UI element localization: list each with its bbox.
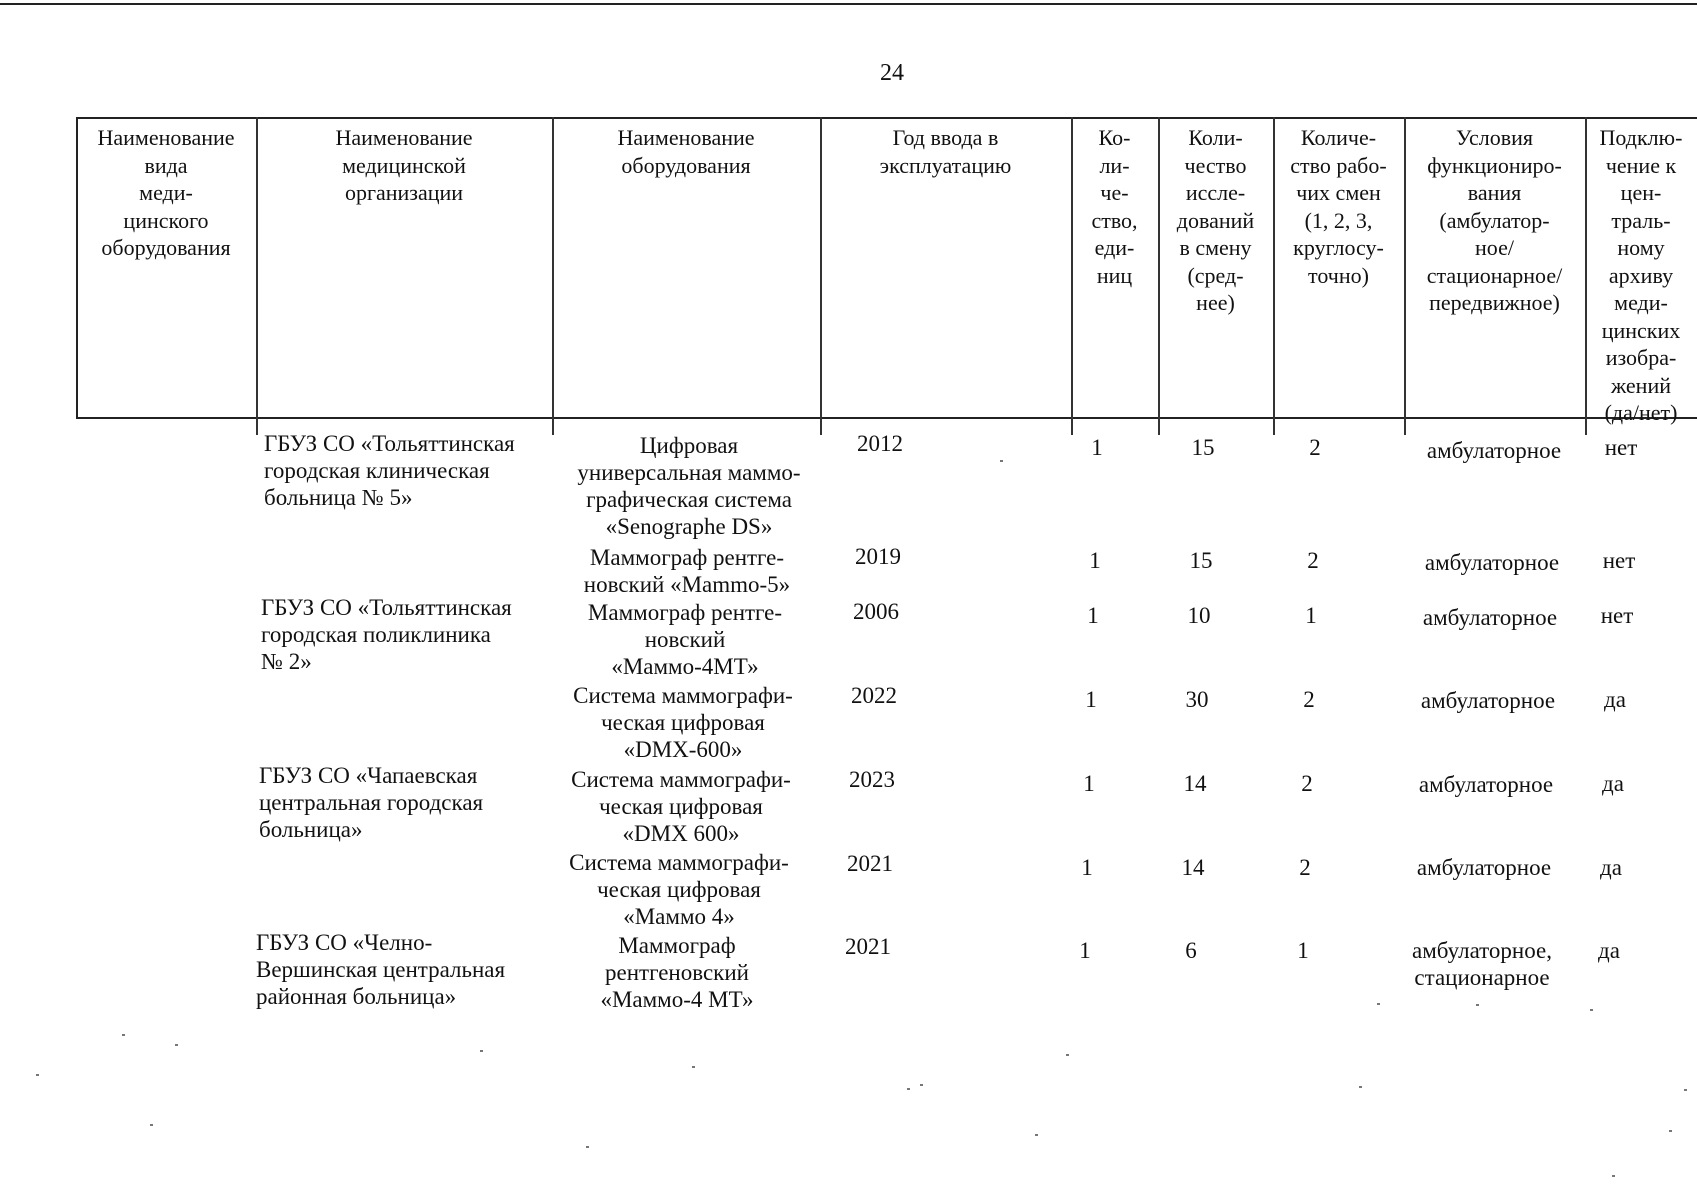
- header-studies-per-shift-line: Коли-: [1188, 125, 1243, 150]
- archive-cell: да: [1600, 854, 1622, 880]
- conditions-cell: [1392, 937, 1572, 991]
- studies-cell: 14: [1183, 771, 1207, 796]
- organization-name-line: больница»: [259, 817, 363, 842]
- header-studies-per-shift-line: (сред-: [1187, 262, 1244, 288]
- header-archive-connection-line: цинских: [1601, 317, 1681, 343]
- equipment-name: [552, 682, 814, 763]
- conditions-line: амбулаторное: [1424, 550, 1560, 575]
- year-cell: 2023: [849, 767, 895, 792]
- header-equipment-type-line: оборудования: [101, 235, 231, 260]
- header-work-shifts: [1275, 124, 1402, 289]
- header-equipment-type-line: вида: [144, 152, 188, 178]
- equipment-name-line: рентгеновский: [605, 960, 749, 985]
- equipment-name-line: «DMX-600»: [623, 737, 743, 762]
- organization-name-line: центральная городская: [259, 790, 484, 815]
- quantity-cell: 1: [1087, 603, 1099, 628]
- quantity-cell: 1: [1089, 547, 1101, 573]
- organization-name-line: ГБУЗ СО «Тольяттинская: [261, 595, 512, 620]
- conditions-cell: [1398, 687, 1578, 714]
- header-work-shifts-line: круглосу-: [1293, 235, 1384, 260]
- scan-speck: [480, 1050, 483, 1052]
- header-archive-connection: [1587, 124, 1695, 427]
- header-conditions-line: стационарное/: [1426, 262, 1563, 288]
- header-organization-line: организации: [344, 180, 464, 205]
- equipment-name: [546, 932, 808, 1013]
- year-cell: 2012: [857, 431, 903, 456]
- conditions-cell: [1402, 549, 1582, 576]
- shifts-cell: 2: [1309, 435, 1321, 460]
- archive-cell: нет: [1602, 547, 1636, 573]
- equipment-name-line: Система маммографи-: [573, 683, 793, 708]
- header-archive-connection-line: чение к: [1605, 152, 1677, 178]
- equipment-name-line: новский: [644, 627, 726, 652]
- conditions-line: амбулаторное: [1418, 772, 1554, 797]
- shifts-cell: 1: [1297, 938, 1309, 963]
- header-work-shifts-line: ство рабо-: [1290, 152, 1387, 178]
- organization-name: [256, 929, 546, 1010]
- conditions-line: стационарное: [1414, 965, 1550, 990]
- equipment-name-line: Система маммографи-: [569, 850, 789, 875]
- studies-cell: 10: [1187, 603, 1211, 628]
- top-rule: [0, 3, 1697, 5]
- equipment-name-line: «Маммо-4МТ»: [611, 654, 759, 679]
- equipment-name-line: «Маммо-4 МТ»: [600, 987, 754, 1012]
- conditions-line: амбулаторное: [1416, 855, 1552, 880]
- header-equipment-name: [554, 124, 818, 179]
- header-conditions: [1406, 124, 1583, 317]
- organization-name: [259, 762, 549, 843]
- header-organization-line: Наименование: [335, 125, 473, 150]
- equipment-name-line: Маммограф: [618, 933, 736, 958]
- scan-speck: [586, 1146, 589, 1148]
- header-work-shifts-line: точно): [1308, 262, 1369, 288]
- header-conditions-line: ное/: [1475, 235, 1514, 260]
- header-conditions-line: передвижное): [1429, 290, 1560, 315]
- header-conditions-line: (амбулатор-: [1439, 207, 1550, 233]
- header-quantity-line: ство,: [1091, 207, 1138, 233]
- organization-name-line: районная больница»: [256, 984, 457, 1009]
- scan-speck: [1035, 1134, 1038, 1136]
- header-organization-line: медицинской: [342, 152, 466, 178]
- organization-name: [264, 430, 554, 511]
- equipment-name-line: графическая система: [586, 487, 792, 512]
- scan-speck: [692, 1066, 695, 1068]
- header-equipment-name-line: оборудования: [621, 152, 751, 178]
- scan-speck: [1669, 1130, 1672, 1132]
- organization-name-line: ГБУЗ СО «Тольяттинская: [264, 431, 515, 456]
- header-year: [822, 124, 1069, 179]
- header-archive-connection-line: траль-: [1611, 207, 1671, 233]
- scan-speck: [122, 1034, 125, 1036]
- equipment-name-line: универсальная маммо-: [577, 460, 801, 485]
- equipment-name-line: Маммограф рентге-: [587, 600, 783, 625]
- archive-cell: да: [1598, 938, 1620, 963]
- header-equipment-type-line: цинского: [123, 207, 209, 233]
- organization-name-line: городская клиническая: [264, 458, 490, 483]
- equipment-name: [548, 849, 810, 930]
- equipment-name-line: ческая цифровая: [599, 794, 763, 819]
- year-cell: 2021: [845, 934, 891, 959]
- scan-speck: [1612, 1175, 1615, 1177]
- studies-cell: 15: [1191, 435, 1215, 460]
- header-archive-connection-line: архиву: [1608, 262, 1674, 288]
- year-cell: 2019: [855, 543, 901, 569]
- equipment-name-line: новский «Mammo-5»: [583, 572, 791, 597]
- conditions-cell: [1404, 437, 1584, 464]
- studies-cell: 15: [1189, 547, 1213, 573]
- conditions-cell: [1400, 604, 1580, 631]
- header-archive-connection-line: ному: [1617, 235, 1665, 260]
- equipment-name-line: ческая цифровая: [597, 877, 761, 902]
- equipment-name-line: Система маммографи-: [571, 767, 791, 792]
- scan-speck: [1377, 1003, 1380, 1005]
- scan-speck: [1000, 460, 1003, 462]
- header-studies-per-shift-line: нее): [1196, 290, 1235, 315]
- conditions-line: амбулаторное: [1426, 438, 1562, 463]
- equipment-name: [554, 599, 816, 680]
- header-quantity-line: Ко-: [1098, 125, 1131, 150]
- header-quantity: [1073, 124, 1156, 289]
- header-studies-per-shift-line: в смену: [1179, 235, 1252, 260]
- archive-cell: нет: [1604, 435, 1638, 460]
- studies-cell: 30: [1185, 686, 1209, 712]
- header-work-shifts-line: (1, 2, 3,: [1304, 207, 1373, 233]
- archive-cell: нет: [1600, 603, 1634, 628]
- scan-speck: [150, 1124, 153, 1126]
- scan-speck: [1476, 1004, 1479, 1006]
- scan-speck: [36, 1074, 39, 1076]
- year-cell: 2006: [853, 599, 899, 624]
- scan-speck: [1359, 1086, 1362, 1088]
- studies-cell: 14: [1181, 854, 1205, 880]
- quantity-cell: 1: [1085, 686, 1097, 712]
- scan-speck: [1066, 1054, 1069, 1056]
- quantity-cell: 1: [1083, 771, 1095, 796]
- header-year-line: эксплуатацию: [879, 152, 1012, 178]
- header-quantity-line: че-: [1100, 180, 1129, 205]
- scan-speck: [175, 1044, 178, 1046]
- equipment-name-line: Цифровая: [639, 433, 739, 458]
- scan-speck: [1590, 1009, 1593, 1011]
- conditions-cell: [1394, 854, 1574, 881]
- equipment-name: [550, 766, 812, 847]
- header-studies-per-shift: [1160, 124, 1271, 317]
- header-archive-connection-line: цен-: [1620, 180, 1662, 205]
- header-year-line: Год ввода в: [892, 125, 999, 150]
- header-conditions-line: функциониро-: [1427, 152, 1562, 178]
- header-quantity-line: ниц: [1096, 262, 1133, 288]
- header-equipment-name-line: Наименование: [617, 125, 755, 150]
- header-quantity-line: ли-: [1099, 152, 1130, 178]
- organization-name: [261, 594, 551, 675]
- header-conditions-line: Условия: [1456, 125, 1533, 150]
- shifts-cell: 2: [1301, 771, 1313, 796]
- header-conditions-line: вания: [1467, 180, 1522, 205]
- conditions-cell: [1396, 771, 1576, 798]
- scan-speck: [1684, 1089, 1687, 1091]
- header-quantity-line: еди-: [1094, 235, 1135, 260]
- conditions-line: амбулаторное: [1420, 688, 1556, 713]
- archive-cell: да: [1604, 686, 1626, 712]
- header-equipment-type: [78, 124, 254, 262]
- equipment-name-line: «Senographe DS»: [605, 514, 773, 539]
- organization-name-line: ГБУЗ СО «Челно-: [256, 930, 433, 955]
- equipment-name: [558, 432, 820, 540]
- shifts-cell: 2: [1307, 547, 1319, 573]
- conditions-line: амбулаторное: [1422, 605, 1558, 630]
- page-number: 24: [880, 60, 904, 86]
- header-archive-connection-line: Подклю-: [1599, 125, 1683, 150]
- header-archive-connection-line: жений: [1611, 372, 1671, 398]
- quantity-cell: 1: [1091, 435, 1103, 460]
- header-organization: [258, 124, 550, 207]
- scan-speck: [907, 1088, 910, 1090]
- organization-name-line: ГБУЗ СО «Чапаевская: [259, 763, 478, 788]
- organization-name-line: Вершинская центральная: [256, 957, 506, 982]
- organization-name-line: № 2»: [261, 649, 312, 674]
- equipment-name-line: «DMX 600»: [622, 821, 740, 846]
- equipment-name-line: Маммограф рентге-: [589, 545, 785, 570]
- shifts-cell: 1: [1305, 603, 1317, 628]
- header-studies-per-shift-line: иссле-: [1185, 180, 1246, 205]
- year-cell: 2021: [847, 850, 893, 876]
- organization-name-line: больница № 5»: [264, 485, 413, 510]
- archive-cell: да: [1602, 771, 1624, 796]
- header-archive-connection-line: меди-: [1614, 290, 1668, 315]
- equipment-name-line: ческая цифровая: [601, 710, 765, 735]
- header-work-shifts-line: Количе-: [1300, 125, 1377, 150]
- quantity-cell: 1: [1081, 854, 1093, 880]
- equipment-name-line: «Маммо 4»: [623, 904, 735, 929]
- year-cell: 2022: [851, 682, 897, 708]
- header-studies-per-shift-line: дований: [1176, 207, 1255, 233]
- header-studies-per-shift-line: чество: [1184, 152, 1247, 178]
- header-archive-connection-line: (да/нет): [1604, 400, 1678, 425]
- studies-cell: 6: [1185, 938, 1197, 963]
- shifts-cell: 2: [1299, 854, 1311, 880]
- equipment-name: [556, 544, 818, 598]
- organization-name-line: городская поликлиника: [261, 622, 491, 647]
- header-equipment-type-line: Наименование: [97, 125, 235, 150]
- quantity-cell: 1: [1079, 938, 1091, 963]
- conditions-line: амбулаторное,: [1412, 938, 1552, 963]
- shifts-cell: 2: [1303, 686, 1315, 712]
- header-equipment-type-line: меди-: [139, 180, 193, 205]
- header-archive-connection-line: изобра-: [1605, 345, 1677, 370]
- scan-speck: [920, 1084, 923, 1086]
- header-work-shifts-line: чих смен: [1296, 180, 1381, 205]
